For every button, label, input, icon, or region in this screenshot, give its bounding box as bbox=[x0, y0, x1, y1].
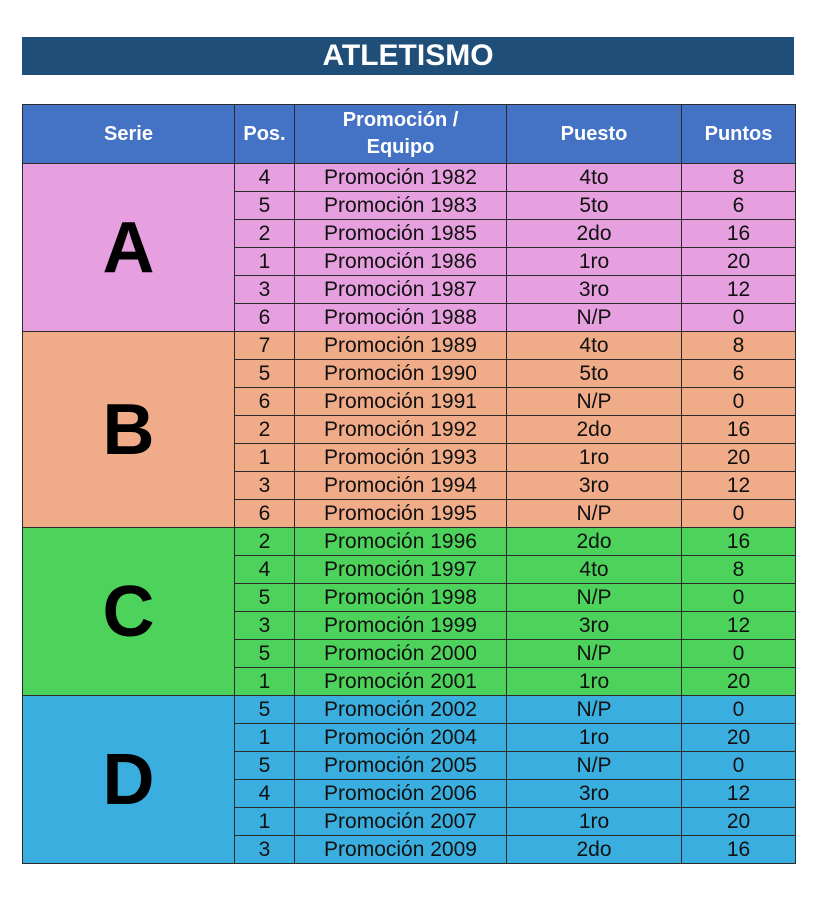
serie-label: D bbox=[23, 696, 235, 864]
puesto-cell: 1ro bbox=[507, 668, 682, 696]
pos-cell: 6 bbox=[235, 388, 295, 416]
puntos-cell: 0 bbox=[682, 500, 796, 528]
pos-cell: 4 bbox=[235, 164, 295, 192]
puntos-cell: 6 bbox=[682, 192, 796, 220]
puntos-cell: 20 bbox=[682, 808, 796, 836]
puesto-cell: N/P bbox=[507, 500, 682, 528]
header-promocion-line2: Equipo bbox=[366, 136, 435, 158]
promocion-cell: Promoción 2006 bbox=[295, 780, 507, 808]
puntos-cell: 20 bbox=[682, 248, 796, 276]
header-row bbox=[23, 105, 796, 164]
promocion-cell: Promoción 2000 bbox=[295, 640, 507, 668]
puntos-cell: 8 bbox=[682, 332, 796, 360]
puntos-cell: 12 bbox=[682, 276, 796, 304]
table-row bbox=[23, 332, 796, 360]
pos-cell: 2 bbox=[235, 416, 295, 444]
puntos-cell: 20 bbox=[682, 668, 796, 696]
puesto-cell: 3ro bbox=[507, 472, 682, 500]
puntos-cell: 0 bbox=[682, 696, 796, 724]
promocion-cell: Promoción 1991 bbox=[295, 388, 507, 416]
puntos-cell: 16 bbox=[682, 836, 796, 864]
pos-cell: 1 bbox=[235, 248, 295, 276]
promocion-cell: Promoción 1998 bbox=[295, 584, 507, 612]
puesto-cell: 5to bbox=[507, 192, 682, 220]
pos-cell: 5 bbox=[235, 584, 295, 612]
puesto-cell: 5to bbox=[507, 360, 682, 388]
promocion-cell: Promoción 1995 bbox=[295, 500, 507, 528]
promocion-cell: Promoción 2009 bbox=[295, 836, 507, 864]
pos-cell: 4 bbox=[235, 556, 295, 584]
table-row bbox=[23, 696, 796, 724]
pos-cell: 6 bbox=[235, 304, 295, 332]
puesto-cell: 2do bbox=[507, 220, 682, 248]
puesto-cell: 1ro bbox=[507, 248, 682, 276]
pos-cell: 5 bbox=[235, 696, 295, 724]
puesto-cell: N/P bbox=[507, 584, 682, 612]
promocion-cell: Promoción 1983 bbox=[295, 192, 507, 220]
promocion-cell: Promoción 1987 bbox=[295, 276, 507, 304]
pos-cell: 1 bbox=[235, 724, 295, 752]
pos-cell: 6 bbox=[235, 500, 295, 528]
puntos-cell: 6 bbox=[682, 360, 796, 388]
puntos-cell: 0 bbox=[682, 304, 796, 332]
pos-cell: 5 bbox=[235, 640, 295, 668]
promocion-cell: Promoción 1996 bbox=[295, 528, 507, 556]
promocion-cell: Promoción 2005 bbox=[295, 752, 507, 780]
header-promocion-line1: Promoción / bbox=[342, 109, 459, 131]
header-pos: Pos. bbox=[235, 105, 295, 164]
promocion-cell: Promoción 2007 bbox=[295, 808, 507, 836]
promocion-cell: Promoción 1985 bbox=[295, 220, 507, 248]
puesto-cell: 3ro bbox=[507, 780, 682, 808]
promocion-cell: Promoción 1986 bbox=[295, 248, 507, 276]
table-row bbox=[23, 164, 796, 192]
promocion-cell: Promoción 1994 bbox=[295, 472, 507, 500]
pos-cell: 3 bbox=[235, 836, 295, 864]
promocion-cell: Promoción 1982 bbox=[295, 164, 507, 192]
puntos-cell: 0 bbox=[682, 388, 796, 416]
standings-table bbox=[22, 104, 796, 864]
puesto-cell: N/P bbox=[507, 304, 682, 332]
promocion-cell: Promoción 2002 bbox=[295, 696, 507, 724]
puntos-cell: 0 bbox=[682, 584, 796, 612]
pos-cell: 5 bbox=[235, 192, 295, 220]
pos-cell: 3 bbox=[235, 472, 295, 500]
serie-label: C bbox=[23, 528, 235, 696]
puntos-cell: 8 bbox=[682, 556, 796, 584]
puesto-cell: 3ro bbox=[507, 276, 682, 304]
puntos-cell: 12 bbox=[682, 472, 796, 500]
page-title: ATLETISMO bbox=[22, 37, 794, 75]
puesto-cell: 2do bbox=[507, 528, 682, 556]
promocion-cell: Promoción 1988 bbox=[295, 304, 507, 332]
serie-label: B bbox=[23, 332, 235, 528]
promocion-cell: Promoción 1990 bbox=[295, 360, 507, 388]
pos-cell: 2 bbox=[235, 220, 295, 248]
pos-cell: 1 bbox=[235, 444, 295, 472]
puesto-cell: 1ro bbox=[507, 724, 682, 752]
header-serie: Serie bbox=[23, 105, 235, 164]
puesto-cell: N/P bbox=[507, 640, 682, 668]
puntos-cell: 12 bbox=[682, 612, 796, 640]
puesto-cell: N/P bbox=[507, 752, 682, 780]
puntos-cell: 16 bbox=[682, 416, 796, 444]
puntos-cell: 20 bbox=[682, 724, 796, 752]
promocion-cell: Promoción 1993 bbox=[295, 444, 507, 472]
pos-cell: 1 bbox=[235, 808, 295, 836]
promocion-cell: Promoción 1997 bbox=[295, 556, 507, 584]
pos-cell: 4 bbox=[235, 780, 295, 808]
pos-cell: 7 bbox=[235, 332, 295, 360]
puntos-cell: 8 bbox=[682, 164, 796, 192]
header-promocion bbox=[295, 105, 507, 164]
puesto-cell: 4to bbox=[507, 556, 682, 584]
puesto-cell: 2do bbox=[507, 836, 682, 864]
table-body bbox=[23, 164, 796, 864]
promocion-cell: Promoción 1989 bbox=[295, 332, 507, 360]
promocion-cell: Promoción 2004 bbox=[295, 724, 507, 752]
puntos-cell: 0 bbox=[682, 640, 796, 668]
puesto-cell: 3ro bbox=[507, 612, 682, 640]
pos-cell: 1 bbox=[235, 668, 295, 696]
puesto-cell: 2do bbox=[507, 416, 682, 444]
pos-cell: 5 bbox=[235, 360, 295, 388]
puesto-cell: N/P bbox=[507, 696, 682, 724]
promocion-cell: Promoción 1992 bbox=[295, 416, 507, 444]
pos-cell: 3 bbox=[235, 612, 295, 640]
promocion-cell: Promoción 1999 bbox=[295, 612, 507, 640]
pos-cell: 2 bbox=[235, 528, 295, 556]
header-puntos: Puntos bbox=[682, 105, 796, 164]
header-puesto: Puesto bbox=[507, 105, 682, 164]
puesto-cell: 1ro bbox=[507, 444, 682, 472]
pos-cell: 5 bbox=[235, 752, 295, 780]
puntos-cell: 20 bbox=[682, 444, 796, 472]
puntos-cell: 16 bbox=[682, 220, 796, 248]
table-header bbox=[23, 105, 796, 164]
puesto-cell: 4to bbox=[507, 332, 682, 360]
puesto-cell: N/P bbox=[507, 388, 682, 416]
puesto-cell: 1ro bbox=[507, 808, 682, 836]
puntos-cell: 16 bbox=[682, 528, 796, 556]
serie-label: A bbox=[23, 164, 235, 332]
puntos-cell: 12 bbox=[682, 780, 796, 808]
promocion-cell: Promoción 2001 bbox=[295, 668, 507, 696]
pos-cell: 3 bbox=[235, 276, 295, 304]
puesto-cell: 4to bbox=[507, 164, 682, 192]
table-row bbox=[23, 528, 796, 556]
puntos-cell: 0 bbox=[682, 752, 796, 780]
